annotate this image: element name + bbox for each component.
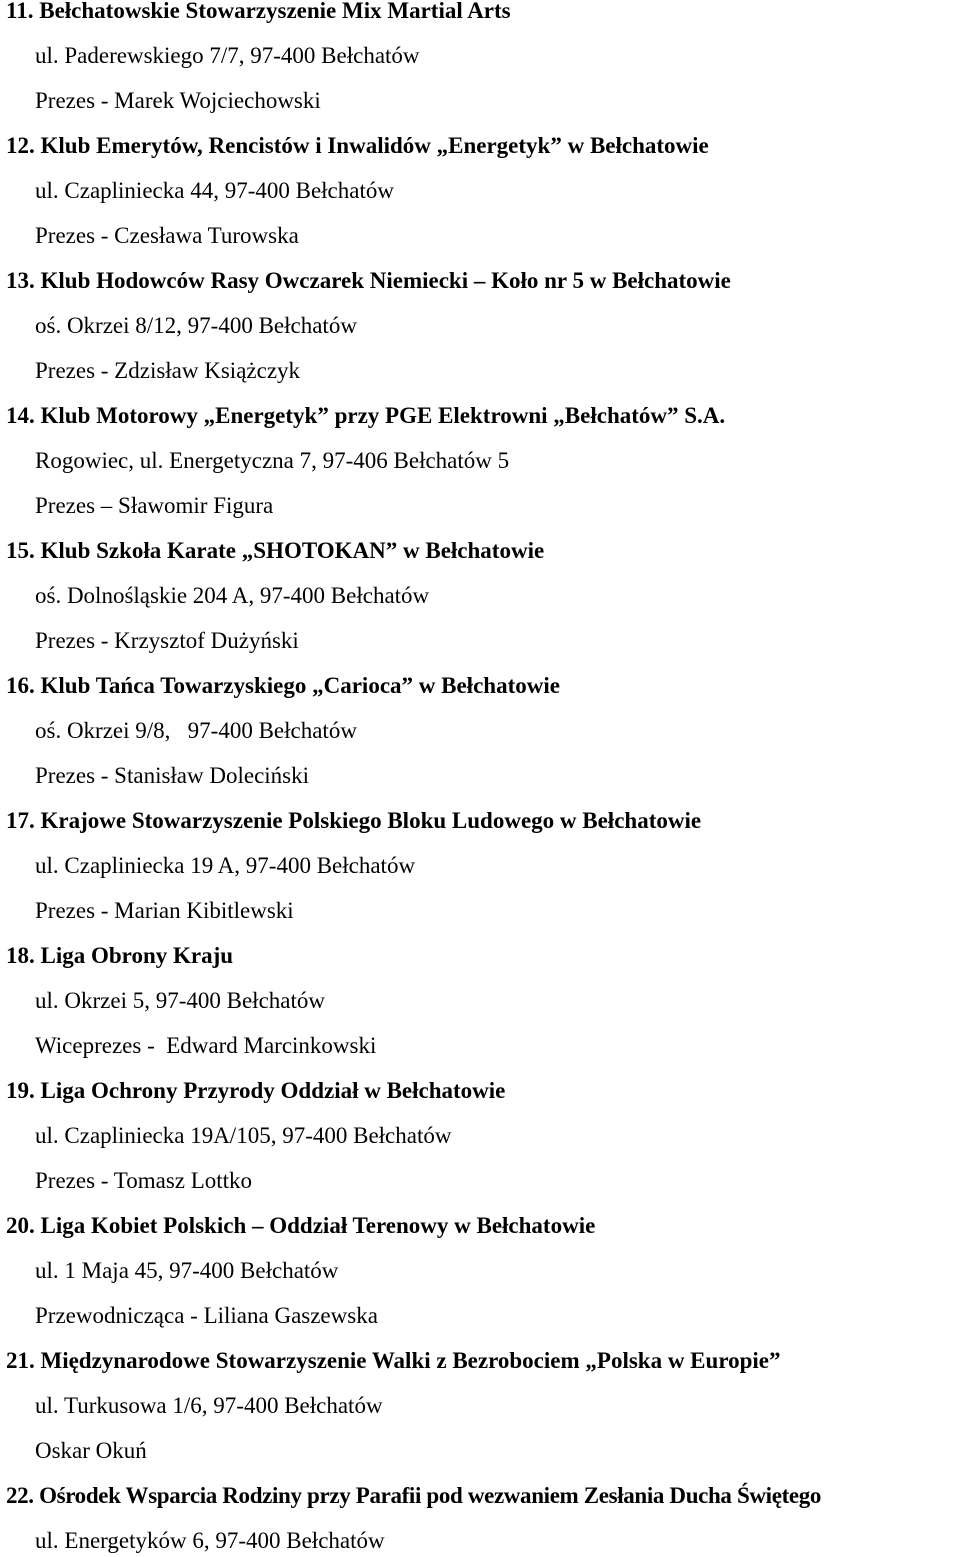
entry-title: 13. Klub Hodowców Rasy Owczarek Niemiecki – Koło nr 5 w Bełchatowie [6, 268, 731, 293]
entry-title: 18. Liga Obrony Kraju [6, 943, 234, 968]
entry-address: ul. 1 Maja 45, 97-400 Bełchatów [35, 1258, 339, 1283]
entry-title: 16. Klub Tańca Towarzyskiego „Carioca” w Bełchatowie [6, 673, 560, 698]
entry-contact: Prezes - Stanisław Doleciński [35, 763, 310, 788]
entry-address: ul. Czapliniecka 19A/105, 97-400 Bełchatów [35, 1123, 452, 1148]
entry-title: 19. Liga Ochrony Przyrody Oddział w Bełchatowie [6, 1078, 506, 1103]
entry-address: oś. Okrzei 9/8, 97-400 Bełchatów [35, 718, 357, 743]
entry-title: 17. Krajowe Stowarzyszenie Polskiego Bloku Ludowego w Bełchatowie [6, 808, 702, 833]
entry-address: ul. Czapliniecka 19 A, 97-400 Bełchatów [35, 853, 416, 878]
entry-contact: Prezes - Krzysztof Dużyński [35, 628, 299, 653]
entry-contact: Prezes - Marek Wojciechowski [35, 88, 321, 113]
entry-contact: Prezes - Tomasz Lottko [35, 1168, 253, 1193]
entry-contact: Prezes - Zdzisław Książczyk [35, 358, 301, 383]
entry-title: 22. Ośrodek Wsparcia Rodziny przy Parafii pod wezwaniem Zesłania Ducha Świętego [6, 1483, 822, 1508]
entry-address: ul. Czapliniecka 44, 97-400 Bełchatów [35, 178, 394, 203]
entry-title: 20. Liga Kobiet Polskich – Oddział Terenowy w Bełchatowie [6, 1213, 596, 1238]
entry-contact: Wiceprezes - Edward Marcinkowski [35, 1033, 377, 1058]
entry-title: 11. Bełchatowskie Stowarzyszenie Mix Martial Arts [6, 0, 511, 23]
entry-address: ul. Energetyków 6, 97-400 Bełchatów [35, 1528, 385, 1553]
entry-address: ul. Okrzei 5, 97-400 Bełchatów [35, 988, 325, 1013]
entry-contact: Prezes - Czesława Turowska [35, 223, 299, 248]
entry-address: Rogowiec, ul. Energetyczna 7, 97-406 Bełchatów 5 [35, 448, 510, 473]
entry-contact: Prezes - Marian Kibitlewski [35, 898, 294, 923]
entry-contact: Oskar Okuń [35, 1438, 147, 1463]
entry-address: ul. Turkusowa 1/6, 97-400 Bełchatów [35, 1393, 383, 1418]
entry-title: 21. Międzynarodowe Stowarzyszenie Walki z Bezrobociem „Polska w Europie” [6, 1348, 781, 1373]
entry-address: oś. Okrzei 8/12, 97-400 Bełchatów [35, 313, 357, 338]
entry-contact: Przewodnicząca - Liliana Gaszewska [35, 1303, 378, 1328]
entry-title: 15. Klub Szkoła Karate „SHOTOKAN” w Bełchatowie [6, 538, 545, 563]
entry-title: 12. Klub Emerytów, Rencistów i Inwalidów „Energetyk” w Bełchatowie [6, 133, 709, 158]
entry-title: 14. Klub Motorowy „Energetyk” przy PGE Elektrowni „Bełchatów” S.A. [6, 403, 726, 428]
entry-address: ul. Paderewskiego 7/7, 97-400 Bełchatów [35, 43, 420, 68]
entry-contact: Prezes – Sławomir Figura [35, 493, 274, 518]
entry-address: oś. Dolnośląskie 204 A, 97-400 Bełchatów [35, 583, 430, 608]
